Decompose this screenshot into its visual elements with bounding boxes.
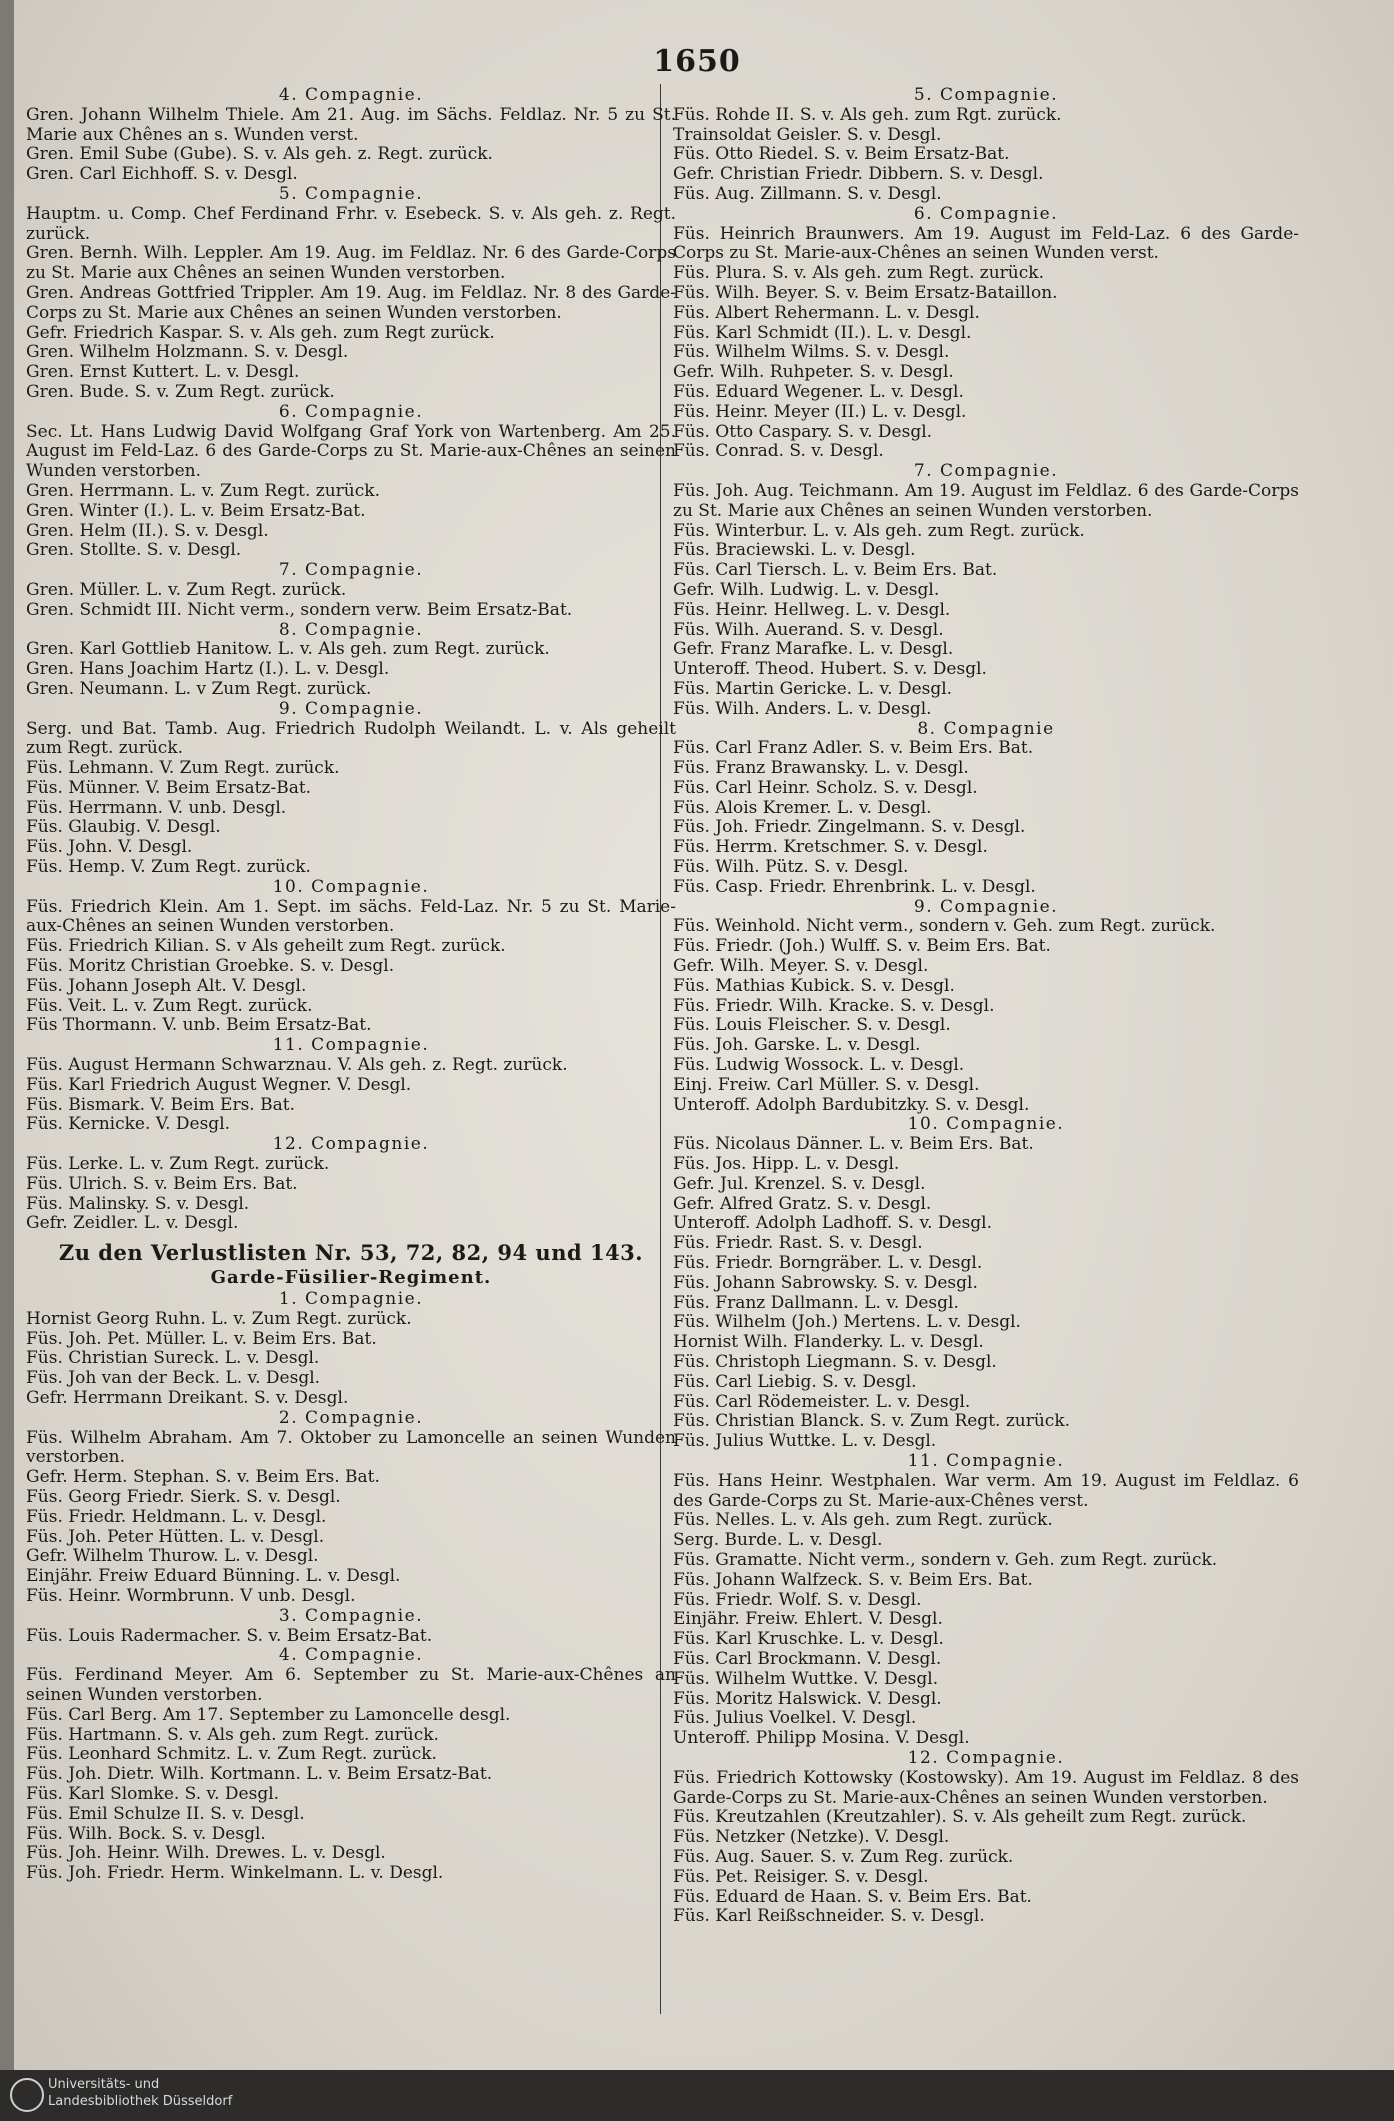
casualty-entry: Füs. Casp. Friedr. Ehrenbrink. L. v. Desgl.: [673, 876, 1036, 897]
company-heading: 6. Compagnie.: [913, 203, 1059, 224]
casualty-entry: Gren. Stollte. S. v. Desgl.: [26, 540, 242, 561]
casualty-entry: Gren. Emil Sube (Gube). S. v. Als geh. z. Regt. zurück.: [26, 144, 493, 165]
casualty-entry: Füs. Wilhelm Abraham. Am 7. Oktober zu Lamoncelle an seinen Wunden verstorben.: [26, 1427, 676, 1468]
casualty-entry: Füs. Johann Joseph Alt. V. Desgl.: [26, 975, 307, 996]
casualty-entry: Füs. Pet. Reisiger. S. v. Desgl.: [673, 1866, 929, 1887]
casualty-entry: Füs. Friedr. Wolf. S. v. Desgl.: [673, 1589, 922, 1610]
casualty-entry: Füs. Joh. Friedr. Herm. Winkelmann. L. v. Desgl.: [26, 1863, 444, 1884]
casualty-entry: Füs. Moritz Christian Groebke. S. v. Desgl.: [26, 956, 395, 977]
casualty-entry: Gren. Winter (I.). L. v. Beim Ersatz-Bat.: [26, 500, 366, 521]
casualty-entry: Füs. Franz Brawansky. L. v. Desgl.: [673, 758, 969, 779]
casualty-entry: Füs. Conrad. S. v. Desgl.: [673, 441, 884, 462]
casualty-entry: Gefr. Franz Marafke. L. v. Desgl.: [673, 639, 954, 660]
casualty-entry: Füs. Carl Brockmann. V. Desgl.: [673, 1648, 942, 1669]
casualty-entry: Gren. Johann Wilhelm Thiele. Am 21. Aug. im Sächs. Feldlaz. Nr. 5 zu St. Marie aux Chênes an s. Wunden verst.: [26, 104, 676, 145]
casualty-entry: Füs. Friedr. Rast. S. v. Desgl.: [673, 1233, 923, 1254]
casualty-entry: Gefr. Wilhelm Thurow. L. v. Desgl.: [26, 1546, 319, 1567]
casualty-entry: Füs. Carl Heinr. Scholz. S. v. Desgl.: [673, 777, 978, 798]
casualty-entry: Gefr. Christian Friedr. Dibbern. S. v. Desgl.: [673, 164, 1044, 185]
casualty-entry: Füs. Kernicke. V. Desgl.: [26, 1114, 231, 1135]
casualty-entry: Füs. Carl Liebig. S. v. Desgl.: [673, 1371, 917, 1392]
casualty-entry: Füs. Joh. Peter Hütten. L. v. Desgl.: [26, 1526, 325, 1547]
casualty-entry: Füs. Wilhelm Wuttke. V. Desgl.: [673, 1668, 939, 1689]
casualty-entry: Füs. Joh. Heinr. Wilh. Drewes. L. v. Desgl.: [26, 1843, 386, 1864]
section-heading: Zu den Verlustlisten Nr. 53, 72, 82, 94 und 143.: [58, 1240, 644, 1266]
casualty-entry: Füs. Louis Radermacher. S. v. Beim Ersatz-Bat.: [26, 1625, 433, 1646]
casualty-entry: Füs. Moritz Halswick. V. Desgl.: [673, 1688, 942, 1709]
casualty-entry: Füs. Friedrich Kilian. S. v Als geheilt zum Regt. zurück.: [26, 936, 506, 957]
casualty-entry: Gren. Wilhelm Holzmann. S. v. Desgl.: [26, 342, 349, 363]
casualty-entry: Füs. Christoph Liegmann. S. v. Desgl.: [673, 1352, 997, 1372]
casualty-entry: Unteroff. Adolph Ladhoff. S. v. Desgl.: [673, 1213, 993, 1234]
company-heading: 11. Compagnie.: [272, 1035, 430, 1056]
casualty-entry: Füs. Julius Voelkel. V. Desgl.: [673, 1708, 917, 1729]
casualty-entry: Füs. Karl Schmidt (II.). L. v. Desgl.: [673, 322, 972, 343]
casualty-entry: Füs. Christian Blanck. S. v. Zum Regt. zurück.: [673, 1411, 1071, 1432]
casualty-entry: Gren. Bude. S. v. Zum Regt. zurück.: [26, 381, 335, 402]
company-heading: 5. Compagnie.: [913, 86, 1059, 105]
casualty-entry: Hornist Georg Ruhn. L. v. Zum Regt. zurück.: [26, 1308, 412, 1329]
casualty-entry: Füs. Ferdinand Meyer. Am 6. September zu St. Marie-aux-Chênes an seinen Wunden verstorben.: [26, 1665, 676, 1705]
casualty-entry: Füs. Veit. L. v. Zum Regt. zurück.: [26, 995, 313, 1016]
casualty-entry: Gefr. Alfred Gratz. S. v. Desgl.: [673, 1193, 932, 1214]
casualty-entry: Trainsoldat Geisler. S. v. Desgl.: [673, 124, 942, 145]
casualty-entry: Füs. Friedrich Klein. Am 1. Sept. im sächs. Feld-Laz. Nr. 5 zu St. Marie-aux-Chênes an seinen Wunden verstorben.: [26, 896, 676, 937]
casualty-entry: Füs. Leonhard Schmitz. L. v. Zum Regt. zurück.: [26, 1744, 437, 1765]
casualty-entry: Füs. Johann Walfzeck. S. v. Beim Ers. Bat.: [673, 1569, 1033, 1590]
casualty-entry: Füs. Lerke. L. v. Zum Regt. zurück.: [26, 1154, 330, 1175]
casualty-entry: Gefr. Wilh. Ludwig. L. v. Desgl.: [673, 579, 940, 600]
casualty-entry: Füs. Albert Rehermann. L. v. Desgl.: [673, 302, 980, 323]
casualty-entry: Hornist Wilh. Flanderky. L. v. Desgl.: [673, 1332, 984, 1353]
company-heading: 4. Compagnie.: [278, 1645, 424, 1666]
page-edge: [0, 0, 14, 2121]
casualty-entry: Füs. Aug. Sauer. S. v. Zum Reg. zurück.: [673, 1846, 1014, 1867]
casualty-entry: Füs. Wilh. Beyer. S. v. Beim Ersatz-Bataillon.: [673, 282, 1058, 303]
casualty-entry: Füs. Lehmann. V. Zum Regt. zurück.: [26, 758, 340, 779]
company-heading: 3. Compagnie.: [278, 1605, 424, 1626]
casualty-entry: Gefr. Herm. Stephan. S. v. Beim Ers. Bat.: [26, 1467, 380, 1488]
casualty-entry: Füs. Carl Rödemeister. L. v. Desgl.: [673, 1391, 971, 1412]
casualty-entry: Füs. Wilhelm Wilms. S. v. Desgl.: [673, 342, 950, 363]
casualty-entry: Gren. Ernst Kuttert. L. v. Desgl.: [26, 362, 300, 383]
casualty-entry: Füs. Weinhold. Nicht verm., sondern v. Geh. zum Regt. zurück.: [673, 916, 1216, 937]
casualty-entry: Gefr. Wilh. Meyer. S. v. Desgl.: [673, 956, 929, 977]
casualty-entry: Füs. Malinsky. S. v. Desgl.: [26, 1193, 250, 1214]
casualty-entry: Füs. Herrm. Kretschmer. S. v. Desgl.: [673, 837, 988, 858]
casualty-entry: Füs. Wilh. Bock. S. v. Desgl.: [26, 1823, 266, 1844]
casualty-entry: Füs. Christian Sureck. L. v. Desgl.: [26, 1348, 320, 1369]
company-heading: 9. Compagnie.: [278, 698, 424, 719]
company-heading: 1. Compagnie.: [278, 1289, 424, 1310]
casualty-entry: Füs. Gramatte. Nicht verm., sondern v. Geh. zum Regt. zurück.: [673, 1549, 1218, 1570]
left-column: [26, 86, 676, 2006]
casualty-entry: Füs. Münner. V. Beim Ersatz-Bat.: [26, 777, 312, 798]
casualty-entry: Gefr. Friedrich Kaspar. S. v. Als geh. zum Regt zurück.: [26, 322, 495, 343]
casualty-entry: Füs. Bismark. V. Beim Ers. Bat.: [26, 1094, 295, 1115]
casualty-entry: Füs. Emil Schulze II. S. v. Desgl.: [26, 1803, 305, 1824]
casualty-entry: Füs. Hemp. V. Zum Regt. zurück.: [26, 857, 311, 878]
casualty-entry: Sec. Lt. Hans Ludwig David Wolfgang Graf York von Wartenberg. Am 25. August im Feld-Laz. 6 des Garde-Corps zu St. Marie-aux-Chênes an seinen Wunden verstorben.: [26, 421, 676, 482]
casualty-entry: Füs. Otto Riedel. S. v. Beim Ersatz-Bat.: [673, 144, 1010, 165]
casualty-entry: Gefr. Zeidler. L. v. Desgl.: [26, 1213, 239, 1234]
company-heading: 5. Compagnie.: [278, 183, 424, 204]
library-name-line2: Landesbibliothek Düsseldorf: [48, 2094, 233, 2109]
casualty-entry: Füs. Georg Friedr. Sierk. S. v. Desgl.: [26, 1486, 341, 1507]
casualty-entry: Gren. Helm (II.). S. v. Desgl.: [26, 520, 269, 541]
library-logo-icon: [10, 2078, 44, 2112]
casualty-entry: Serg. Burde. L. v. Desgl.: [673, 1530, 883, 1551]
casualty-entry: Füs. Jos. Hipp. L. v. Desgl.: [673, 1154, 900, 1175]
casualty-entry: Füs. Karl Reißschneider. S. v. Desgl.: [673, 1906, 985, 1927]
casualty-entry: Füs. Nicolaus Dänner. L. v. Beim Ers. Bat.: [673, 1134, 1034, 1155]
casualty-entry: Füs. August Hermann Schwarznau. V. Als geh. z. Regt. zurück.: [26, 1055, 568, 1076]
casualty-entry: Füs. Braciewski. L. v. Desgl.: [673, 540, 916, 561]
company-heading: 10. Compagnie.: [272, 876, 430, 897]
casualty-entry: Füs. Friedr. Borngräber. L. v. Desgl.: [673, 1253, 983, 1274]
casualty-entry: Füs. Joh. Dietr. Wilh. Kortmann. L. v. Beim Ersatz-Bat.: [26, 1764, 493, 1785]
casualty-entry: Füs. Kreutzahlen (Kreutzahler). S. v. Als geheilt zum Regt. zurück.: [673, 1807, 1247, 1828]
casualty-entry: Einj. Freiw. Carl Müller. S. v. Desgl.: [673, 1074, 980, 1095]
library-footer: [0, 2070, 1394, 2121]
library-name-line1: Universitäts- und: [48, 2077, 160, 2092]
casualty-entry: Gren. Müller. L. v. Zum Regt. zurück.: [26, 579, 347, 600]
casualty-entry: Füs. Hartmann. S. v. Als geh. zum Regt. zurück.: [26, 1724, 439, 1745]
regiment-heading: Garde-Füsilier-Regiment.: [210, 1267, 492, 1289]
casualty-entry: Gren. Schmidt III. Nicht verm., sondern verw. Beim Ersatz-Bat.: [26, 599, 573, 620]
casualty-entry: Füs. Nelles. L. v. Als geh. zum Regt. zurück.: [673, 1510, 1053, 1531]
casualty-entry: Füs. Eduard de Haan. S. v. Beim Ers. Bat.: [673, 1886, 1032, 1907]
casualty-entry: Unteroff. Philipp Mosina. V. Desgl.: [673, 1728, 970, 1749]
casualty-entry: Gren. Hans Joachim Hartz (I.). L. v. Desgl.: [26, 659, 390, 680]
casualty-entry: Unteroff. Adolph Bardubitzky. S. v. Desgl.: [673, 1094, 1030, 1115]
page-number: 1650: [653, 44, 741, 79]
casualty-entry: Gren. Karl Gottlieb Hanitow. L. v. Als geh. zum Regt. zurück.: [26, 639, 550, 660]
casualty-entry: Füs. Martin Gericke. L. v. Desgl.: [673, 678, 953, 699]
company-heading: 2. Compagnie.: [278, 1407, 424, 1428]
casualty-entry: Füs. Julius Wuttke. L. v. Desgl.: [673, 1431, 937, 1452]
casualty-entry: Füs. Joh van der Beck. L. v. Desgl.: [26, 1368, 321, 1389]
casualty-entry: Füs Thormann. V. unb. Beim Ersatz-Bat.: [26, 1015, 372, 1036]
casualty-entry: Füs. Eduard Wegener. L. v. Desgl.: [673, 381, 964, 402]
company-heading: 8. Compagnie: [917, 718, 1055, 739]
casualty-entry: Füs. John. V. Desgl.: [26, 837, 193, 858]
casualty-entry: Füs. Wilhelm (Joh.) Mertens. L. v. Desgl.: [673, 1312, 1021, 1333]
casualty-entry: Füs. Karl Slomke. S. v. Desgl.: [26, 1783, 280, 1804]
company-heading: 8. Compagnie.: [278, 619, 424, 640]
casualty-entry: Füs. Mathias Kubick. S. v. Desgl.: [673, 975, 955, 996]
casualty-entry: Einjähr. Freiw Eduard Bünning. L. v. Desgl.: [26, 1566, 401, 1587]
company-heading: 12. Compagnie.: [907, 1747, 1065, 1768]
casualty-entry: Füs. Alois Kremer. L. v. Desgl.: [673, 797, 932, 818]
casualty-entry: Füs. Rohde II. S. v. Als geh. zum Rgt. zurück.: [673, 104, 1062, 125]
casualty-entry: Füs. Carl Franz Adler. S. v. Beim Ers. Bat.: [673, 738, 1034, 759]
casualty-entry: Hauptm. u. Comp. Chef Ferdinand Frhr. v. Esebeck. S. v. Als geh. z. Regt. zurück.: [26, 203, 676, 244]
library-name: [48, 2076, 232, 2110]
casualty-entry: Füs. Glaubig. V. Desgl.: [26, 817, 221, 838]
casualty-entry: Füs. Plura. S. v. Als geh. zum Regt. zurück.: [673, 263, 1044, 284]
casualty-entry: Füs. Hans Heinr. Westphalen. War verm. Am 19. August im Feldlaz. 6 des Garde-Corps zu St. Marie-aux-Chênes verst.: [673, 1470, 1299, 1511]
casualty-entry: Füs. Joh. Garske. L. v. Desgl.: [673, 1035, 921, 1056]
casualty-entry: Gefr. Wilh. Ruhpeter. S. v. Desgl.: [673, 362, 954, 383]
casualty-entry: Unteroff. Theod. Hubert. S. v. Desgl.: [673, 659, 987, 680]
casualty-entry: Füs. Joh. Friedr. Zingelmann. S. v. Desgl.: [673, 817, 1026, 838]
company-heading: 7. Compagnie.: [913, 461, 1059, 482]
company-heading: 12. Compagnie.: [272, 1134, 430, 1155]
casualty-entry: Serg. und Bat. Tamb. Aug. Friedrich Rudolph Weilandt. L. v. Als geheilt zum Regt. zurück.: [26, 718, 676, 759]
company-heading: 9. Compagnie.: [913, 896, 1059, 917]
casualty-entry: Gefr. Herrmann Dreikant. S. v. Desgl.: [26, 1388, 349, 1408]
casualty-entry: Füs. Wilh. Pütz. S. v. Desgl.: [673, 857, 909, 878]
company-heading: 4. Compagnie.: [278, 86, 424, 105]
casualty-entry: Füs. Carl Berg. Am 17. September zu Lamoncelle desgl.: [26, 1704, 511, 1725]
company-heading: 11. Compagnie.: [907, 1450, 1065, 1471]
casualty-entry: Füs. Otto Caspary. S. v. Desgl.: [673, 421, 933, 442]
casualty-entry: Füs. Joh. Pet. Müller. L. v. Beim Ers. Bat.: [26, 1328, 377, 1349]
company-heading: 10. Compagnie.: [907, 1114, 1065, 1135]
casualty-entry: Füs. Winterbur. L. v. Als geh. zum Regt. zurück.: [673, 520, 1085, 541]
casualty-entry: Füs. Carl Tiersch. L. v. Beim Ers. Bat.: [673, 560, 998, 581]
casualty-entry: Füs. Wilh. Auerand. S. v. Desgl.: [673, 619, 944, 640]
casualty-entry: Füs. Wilh. Anders. L. v. Desgl.: [673, 698, 932, 719]
casualty-entry: Gren. Bernh. Wilh. Leppler. Am 19. Aug. im Feldlaz. Nr. 6 des Garde-Corps zu St. Marie aux Chênes an seinen Wunden verstorben.: [26, 243, 676, 284]
casualty-entry: Füs. Louis Fleischer. S. v. Desgl.: [673, 1015, 951, 1036]
casualty-entry: Gren. Neumann. L. v Zum Regt. zurück.: [26, 678, 372, 699]
casualty-entry: Gren. Carl Eichhoff. S. v. Desgl.: [26, 164, 298, 185]
casualty-entry: Füs. Franz Dallmann. L. v. Desgl.: [673, 1292, 959, 1313]
company-heading: 7. Compagnie.: [278, 560, 424, 581]
right-column: [673, 86, 1299, 2006]
casualty-entry: Gefr. Jul. Krenzel. S. v. Desgl.: [673, 1173, 926, 1194]
casualty-entry: Gren. Andreas Gottfried Trippler. Am 19. Aug. im Feldlaz. Nr. 8 des Garde-Corps zu St. Marie aux Chênes an seinen Wunden verstorben.: [26, 282, 676, 323]
casualty-entry: Füs. Karl Friedrich August Wegner. V. Desgl.: [26, 1074, 412, 1095]
company-heading: 6. Compagnie.: [278, 401, 424, 422]
casualty-entry: Füs. Friedrich Kottowsky (Kostowsky). Am 19. August im Feldlaz. 8 des Garde-Corps zu St. Marie-aux-Chênes an seinen Wunden verstorben.: [673, 1767, 1299, 1808]
casualty-entry: Einjähr. Freiw. Ehlert. V. Desgl.: [673, 1609, 943, 1630]
casualty-entry: Füs. Friedr. (Joh.) Wulff. S. v. Beim Ers. Bat.: [673, 936, 1051, 957]
casualty-entry: Füs. Karl Kruschke. L. v. Desgl.: [673, 1629, 944, 1650]
casualty-entry: Füs. Heinr. Wormbrunn. V unb. Desgl.: [26, 1585, 356, 1606]
casualty-entry: Füs. Herrmann. V. unb. Desgl.: [26, 797, 287, 818]
casualty-entry: Füs. Friedr. Wilh. Kracke. S. v. Desgl.: [673, 995, 995, 1016]
casualty-entry: Füs. Ludwig Wossock. L. v. Desgl.: [673, 1055, 965, 1076]
casualty-entry: Füs. Johann Sabrowsky. S. v. Desgl.: [673, 1272, 978, 1293]
casualty-entry: Füs. Heinrich Braunwers. Am 19. August im Feld-Laz. 6 des Garde-Corps zu St. Marie-aux-Chênes an seinen Wunden verst.: [673, 223, 1299, 264]
casualty-entry: Füs. Friedr. Heldmann. L. v. Desgl.: [26, 1506, 327, 1527]
casualty-entry: Füs. Joh. Aug. Teichmann. Am 19. August im Feldlaz. 6 des Garde-Corps zu St. Marie aux Chênes an seinen Wunden verstorben.: [673, 480, 1299, 521]
casualty-entry: Füs. Heinr. Meyer (II.) L. v. Desgl.: [673, 401, 967, 422]
casualty-entry: Füs. Aug. Zillmann. S. v. Desgl.: [673, 183, 942, 204]
casualty-entry: Füs. Ulrich. S. v. Beim Ers. Bat.: [26, 1173, 298, 1194]
casualty-entry: Gren. Herrmann. L. v. Zum Regt. zurück.: [26, 480, 380, 501]
casualty-entry: Füs. Heinr. Hellweg. L. v. Desgl.: [673, 599, 951, 620]
casualty-entry: Füs. Netzker (Netzke). V. Desgl.: [673, 1827, 950, 1848]
